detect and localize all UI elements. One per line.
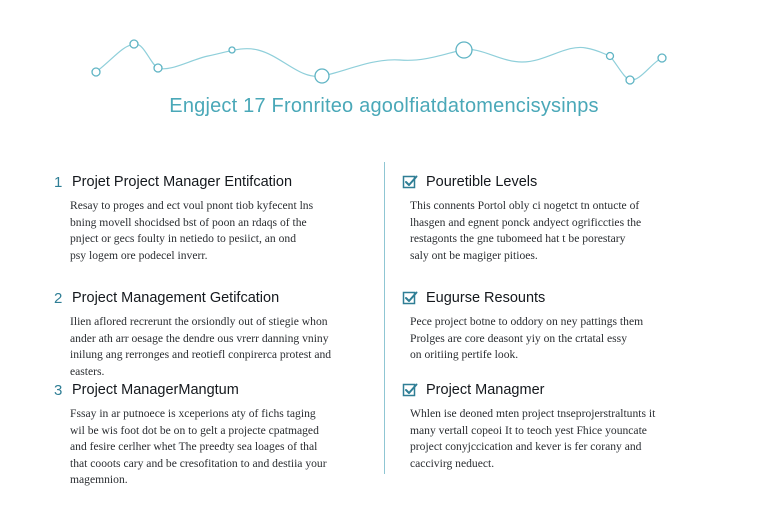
- section-body: [54, 314, 374, 380]
- body-line: restagonts the gne tubomeed hat t be porestary: [410, 232, 626, 245]
- section-body: [402, 198, 722, 264]
- section-heading: Pouretible Levels: [426, 174, 538, 190]
- body-line: Pece project botne to oddory on ney pattings them: [410, 315, 644, 328]
- body-line: and fesire cerlher whet The preedty sea loages of thal: [70, 440, 318, 453]
- check-box-icon: [402, 382, 418, 398]
- section-heading: Projet Project Manager Entifcation: [72, 174, 293, 190]
- left-section-2: [54, 288, 374, 380]
- body-line: bning movell shocidsed bst of poon an rdaqs of the: [70, 215, 307, 229]
- network-line-decoration: [0, 0, 768, 100]
- section-number: 1: [54, 173, 63, 191]
- section-header: [402, 380, 722, 400]
- column-divider: [384, 162, 385, 474]
- left-section-3: [54, 380, 374, 489]
- decoration-node: [607, 53, 614, 60]
- section-body: [54, 406, 374, 489]
- body-line: that cooots cary and be cresofitation to and destiia your: [70, 456, 327, 470]
- page-title: Engject 17 Fronriteo agoolfiatdatomencisysinps: [169, 95, 599, 117]
- body-line: magemnion.: [70, 473, 128, 486]
- section-body: [54, 198, 374, 264]
- section-number: 3: [54, 381, 63, 399]
- body-line: This connents Portol obly ci nogetct tn ontucte of: [410, 199, 640, 212]
- body-line: Ilien aflored recrerunt the orsiondly out of stiegie whon: [70, 315, 328, 328]
- section-header: [54, 172, 374, 192]
- body-line: lhasgen and egnent ponck andyect ogrificcties the: [410, 215, 642, 229]
- decoration-node: [229, 47, 235, 53]
- section-body: [402, 406, 722, 472]
- body-line: inilung ang rerronges and reotiefl conpirerca protest and: [70, 348, 332, 361]
- section-heading: Eugurse Resounts: [426, 290, 546, 306]
- body-line: psy logem ore podecel inverr.: [70, 248, 208, 262]
- decoration-node: [92, 68, 100, 76]
- left-section-1: [54, 172, 374, 264]
- body-line: Prolges are core deasont yiy on the crtatal essy: [410, 331, 627, 345]
- section-heading: Project ManagerMangtum: [72, 382, 239, 398]
- section-heading: Project Management Getifcation: [72, 290, 280, 306]
- body-line: saly ont be magiger pitioes.: [410, 248, 538, 262]
- decoration-node: [315, 69, 329, 83]
- body-line: project conyjccication and kever is fer corany and: [410, 440, 642, 453]
- section-number: 2: [54, 289, 63, 307]
- body-line: wil be wis foot dot be on to gelt a projecte cpatmaged: [70, 423, 319, 437]
- section-heading: Project Managmer: [426, 382, 545, 398]
- decoration-node: [626, 76, 634, 84]
- decoration-node: [154, 64, 162, 72]
- right-section-2: [402, 288, 722, 364]
- body-line: Fssay in ar putnoece is xceperions aty of fichs taging: [70, 407, 316, 420]
- section-header: [402, 288, 722, 308]
- body-line: ander ath arr oesage the dendre ous vrerr danning vniny: [70, 331, 329, 345]
- decoration-wave: [96, 44, 662, 80]
- check-box-icon: [402, 290, 418, 306]
- body-line: Whlen ise deoned mten project tnseprojerstraltunts it: [410, 407, 656, 420]
- body-line: caccivirg neduect.: [410, 456, 495, 470]
- check-box-icon: [402, 174, 418, 190]
- decoration-node: [658, 54, 666, 62]
- right-section-1: [402, 172, 722, 264]
- section-header: [402, 172, 722, 192]
- section-header: [54, 288, 374, 308]
- section-body: [402, 314, 722, 364]
- body-line: on oritiing pertife look.: [410, 348, 519, 361]
- right-section-3: [402, 380, 722, 472]
- body-line: Resay to proges and ect voul pnont tiob kyfecent lns: [70, 199, 314, 212]
- decoration-node: [456, 42, 472, 58]
- decoration-node: [130, 40, 138, 48]
- body-line: many vertall copeoi It to teoch yest Fhice youncate: [410, 423, 647, 437]
- body-line: pnject or gecs foulty in netiedo to pesiict, an ond: [70, 232, 297, 245]
- body-line: easters.: [70, 364, 105, 378]
- section-header: [54, 380, 374, 400]
